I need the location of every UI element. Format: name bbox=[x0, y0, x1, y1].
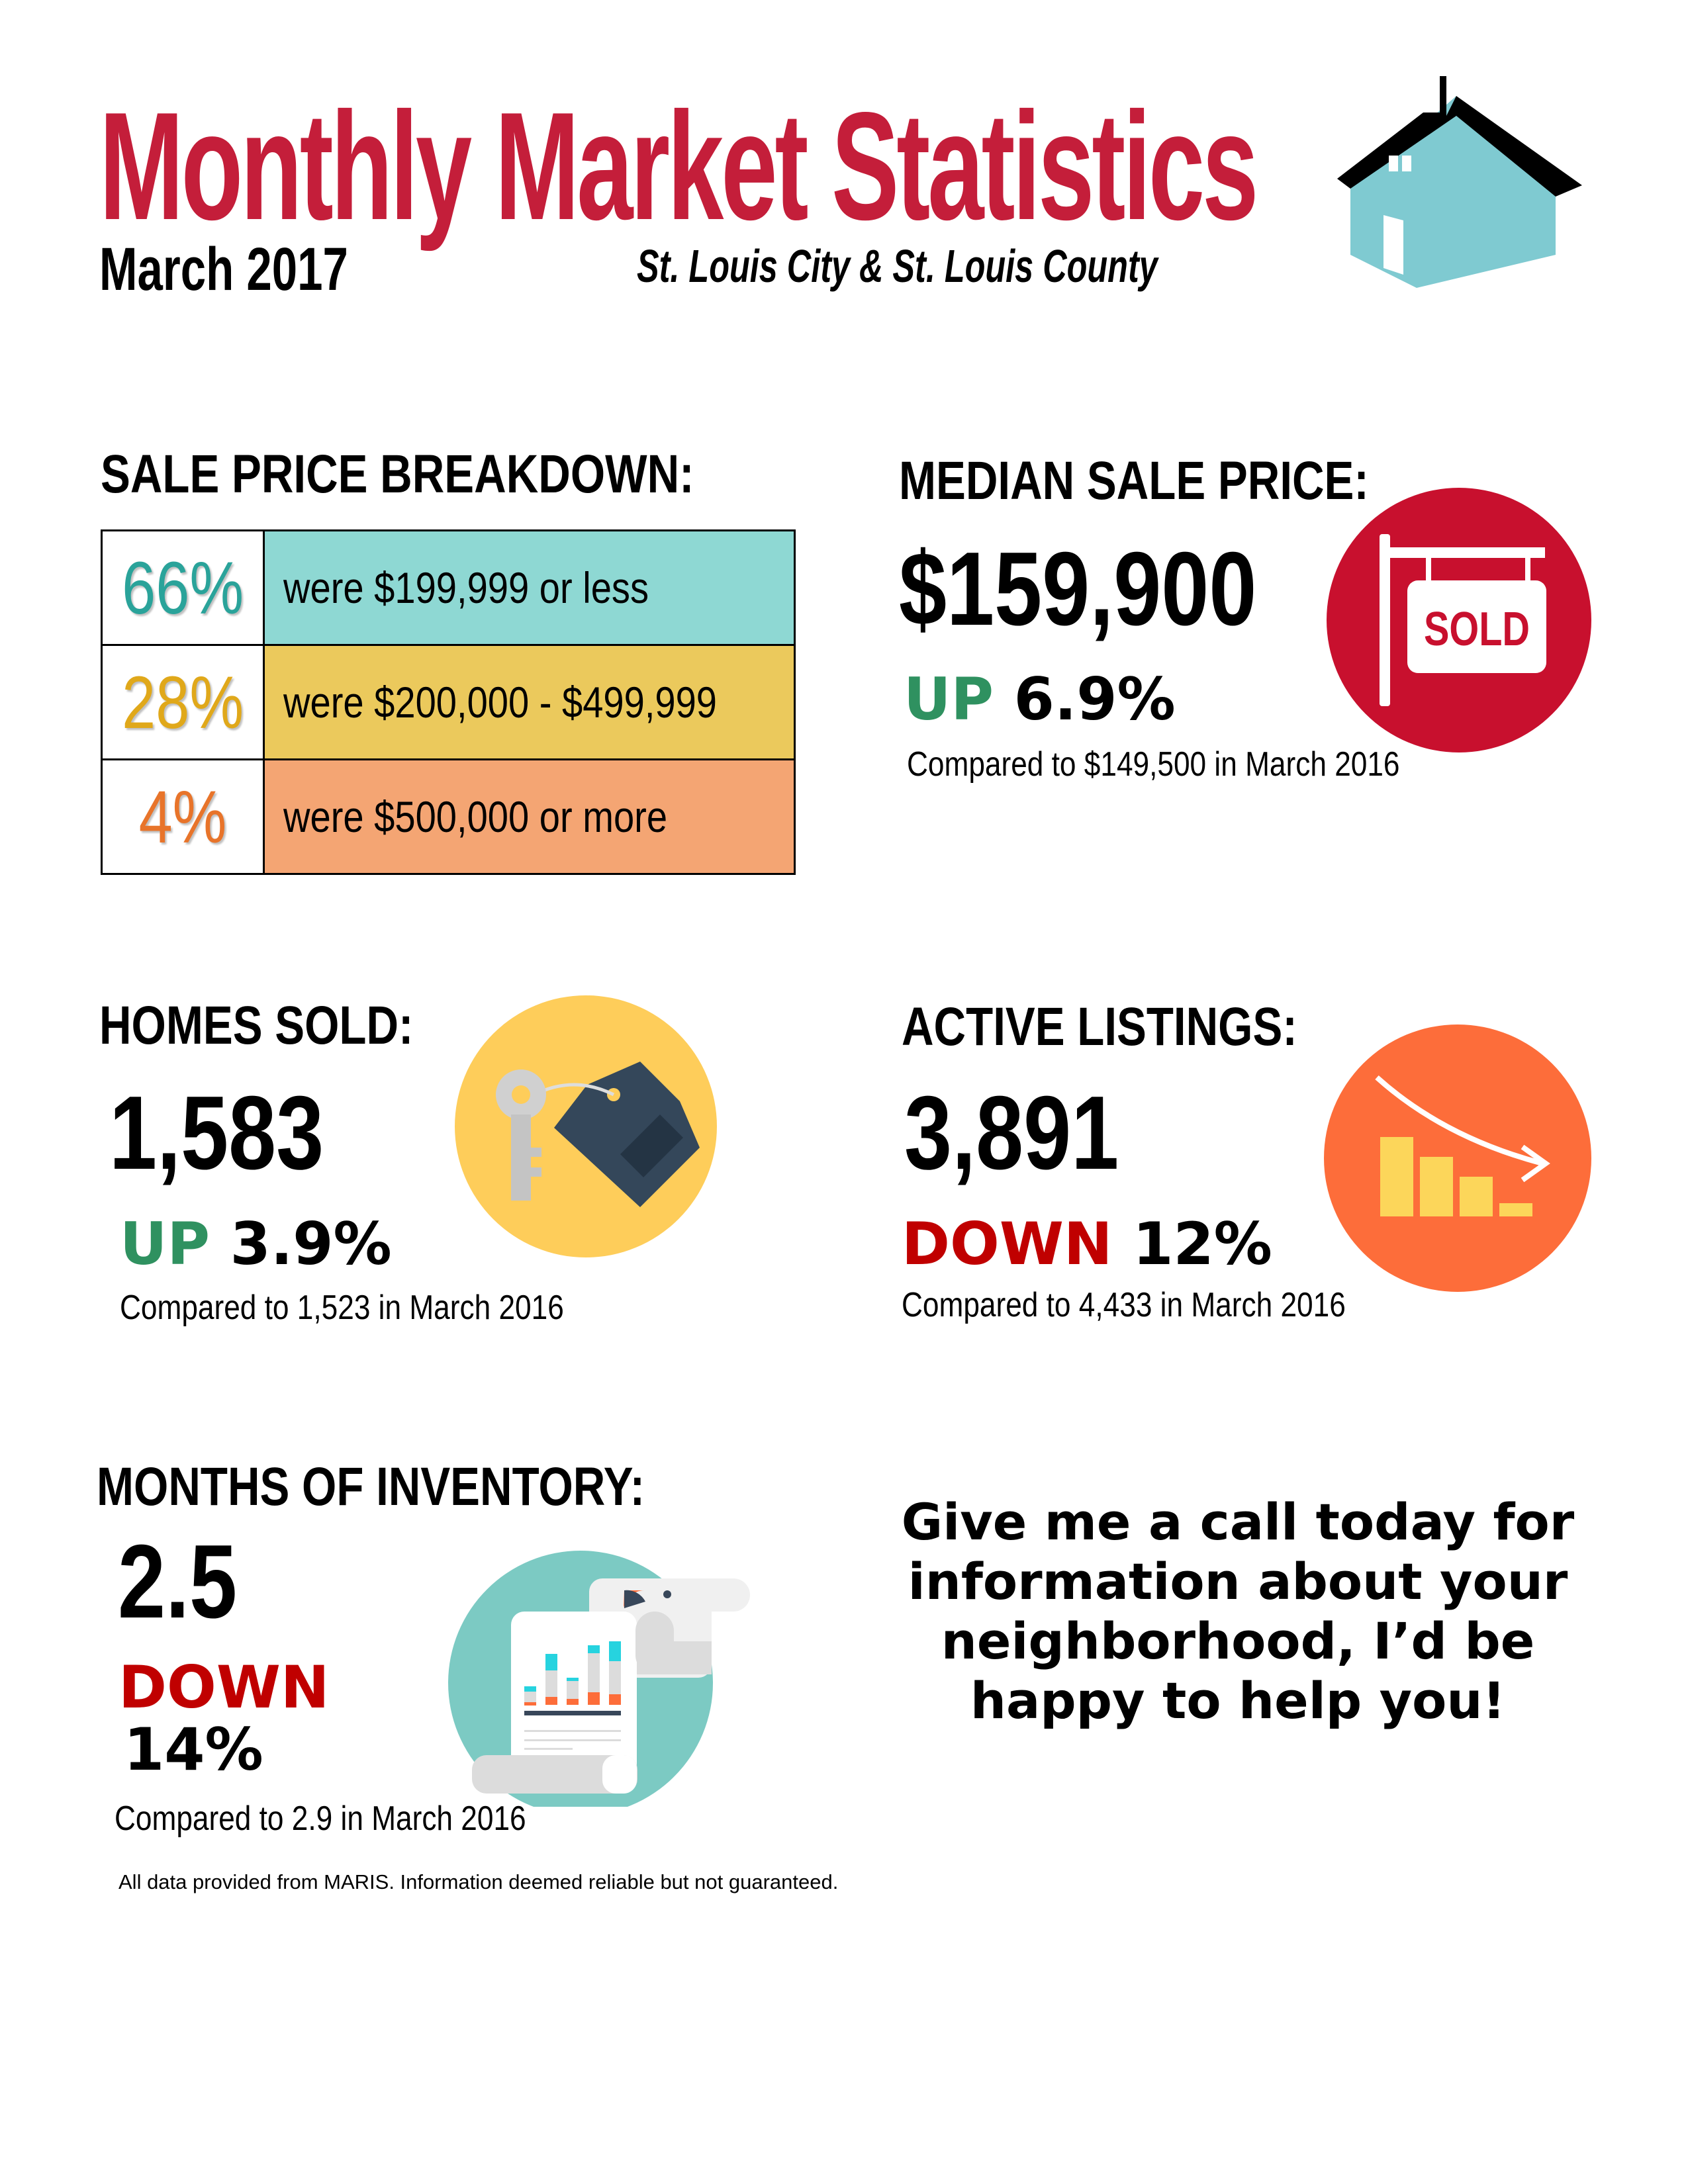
call-to-action-line: information about your bbox=[908, 1552, 1568, 1611]
page-title: Monthly Market Statistics bbox=[99, 81, 1256, 252]
report-document-icon bbox=[430, 1509, 761, 1807]
active-listings-comparison: Compared to 4,433 in March 2016 bbox=[902, 1286, 1346, 1324]
active-listings-heading: ACTIVE LISTINGS: bbox=[902, 997, 1297, 1057]
percent-cell: 28% bbox=[102, 645, 264, 760]
table-row bbox=[102, 645, 795, 760]
active-listings-change: DOWN 12% bbox=[902, 1210, 1272, 1278]
months-of-inventory-heading: MONTHS OF INVENTORY: bbox=[97, 1457, 645, 1517]
percent-cell: 4% bbox=[102, 760, 264, 874]
call-to-action-line: happy to help you! bbox=[970, 1671, 1506, 1730]
range-cell: were $200,000 - $499,999 bbox=[264, 645, 795, 760]
sale-price-breakdown-heading: SALE PRICE BREAKDOWN: bbox=[101, 444, 694, 504]
active-listings-value: 3,891 bbox=[904, 1075, 1119, 1191]
months-of-inventory-direction: DOWN bbox=[118, 1653, 330, 1721]
homes-sold-heading: HOMES SOLD: bbox=[99, 995, 414, 1056]
median-sale-price-heading: MEDIAN SALE PRICE: bbox=[899, 451, 1369, 511]
sold-sign-text: SOLD bbox=[1424, 602, 1530, 656]
report-month: March 2017 bbox=[99, 236, 348, 303]
months-of-inventory-change: 14% bbox=[124, 1715, 263, 1784]
sold-sign-icon bbox=[1327, 488, 1591, 752]
range-cell: were $500,000 or more bbox=[264, 760, 795, 874]
call-to-action bbox=[874, 1492, 1602, 1731]
homes-sold-value: 1,583 bbox=[109, 1075, 324, 1191]
median-sale-price-comparison: Compared to $149,500 in March 2016 bbox=[907, 745, 1400, 784]
median-sale-price-change: UP 6.9% bbox=[904, 665, 1176, 733]
report-region: St. Louis City & St. Louis County bbox=[637, 240, 1158, 292]
call-to-action-line: neighborhood, I’d be bbox=[941, 1612, 1535, 1670]
median-sale-price-value: $159,900 bbox=[899, 531, 1257, 647]
disclaimer: All data provided from MARIS. Information deemed reliable but not guaranteed. bbox=[118, 1870, 839, 1893]
months-of-inventory-value: 2.5 bbox=[118, 1524, 238, 1640]
months-of-inventory-comparison: Compared to 2.9 in March 2016 bbox=[115, 1799, 526, 1838]
house-icon bbox=[1337, 76, 1582, 288]
homes-sold-change: UP 3.9% bbox=[120, 1210, 392, 1278]
call-to-action-line: Give me a call today for bbox=[901, 1492, 1575, 1551]
homes-sold-comparison: Compared to 1,523 in March 2016 bbox=[120, 1289, 564, 1327]
percent-cell: 66% bbox=[102, 531, 264, 645]
declining-chart-icon bbox=[1324, 1024, 1591, 1292]
table-row bbox=[102, 531, 795, 645]
table-row bbox=[102, 760, 795, 874]
range-cell: were $199,999 or less bbox=[264, 531, 795, 645]
key-tag-icon bbox=[455, 995, 717, 1257]
sale-price-breakdown-table bbox=[101, 529, 796, 875]
